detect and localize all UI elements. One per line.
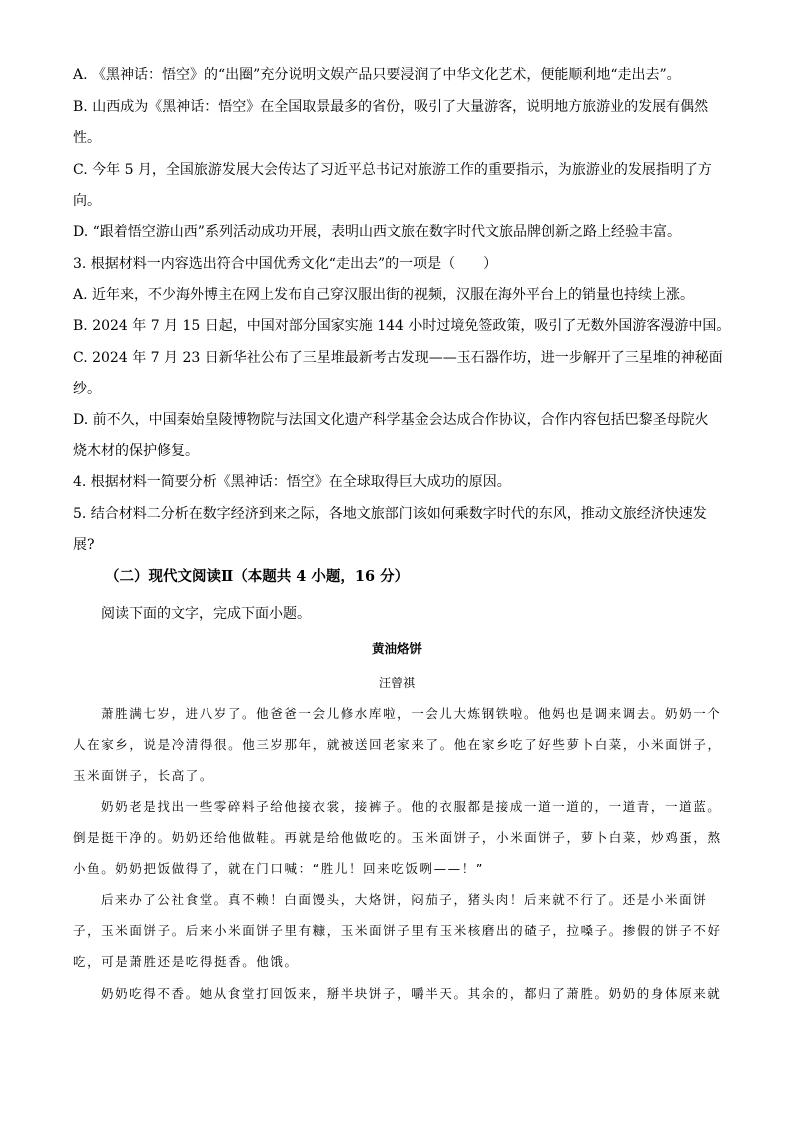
q2-option-b: B. 山西成为《黑神话：悟空》在全国取景最多的省份，吸引了大量游客，说明地方旅游业的发展有偶然 — [73, 99, 709, 115]
reading-instruction: 阅读下面的文字，完成下面小题。 — [101, 606, 311, 622]
story-paragraph-2-line-3: 小鱼。奶奶把饭做得了，就在门口喊：“胜儿！回来吃饭咧——！” — [73, 861, 484, 876]
q2-option-a: A. 《黑神话：悟空》的“出圈”充分说明文娱产品只要浸润了中华文化艺术，便能顺利地“走出去”。 — [73, 67, 681, 83]
q3-option-c-cont: 纱。 — [73, 381, 101, 397]
q2-option-b-cont: 性。 — [73, 130, 101, 146]
q5-stem: 5. 结合材料二分析在数字经济到来之际，各地文旅部门该如何乘数字时代的东风，推动文旅经济快速发 — [73, 506, 707, 522]
story-paragraph-3: 后来办了公社食堂。真不赖！白面馒头，大烙饼，闷茄子，猪头肉！后来就不行了。还是小米面饼 — [101, 892, 708, 907]
section-heading: （二）现代文阅读Ⅱ（本题共 4 小题，16 分） — [105, 568, 410, 585]
q3-option-a: A. 近年来，不少海外博主在网上发布自己穿汉服出街的视频，汉服在海外平台上的销量也持续上涨。 — [73, 287, 695, 303]
story-paragraph-3-line-2: 子，玉米面饼子。后来小米面饼子里有糠，玉米面饼子里有玉米核磨出的碴子，拉嗓子。掺假的饼子不好 — [73, 923, 722, 938]
q3-stem: 3. 根据材料一内容选出符合中国优秀文化“走出去”的一项是（ ） — [73, 256, 498, 272]
story-paragraph-4: 奶奶吃得不香。她从食堂打回饭来，掰半块饼子，嚼半天。其余的，都归了萧胜。奶奶的身体原来就 — [101, 986, 722, 1001]
story-title: 黄油烙饼 — [371, 641, 422, 656]
q2-option-c: C. 今年 5 月，全国旅游发展大会传达了习近平总书记对旅游工作的重要指示，为旅游业的发展指明了方 — [73, 162, 712, 178]
story-paragraph-1-line-3: 玉米面饼子，长高了。 — [73, 768, 215, 783]
story-paragraph-3-line-3: 吃，可是萧胜还是吃得挺香。他饿。 — [73, 954, 299, 969]
q5-stem-cont: 展? — [73, 537, 95, 553]
story-paragraph-2-line-2: 倒是挺干净的。奶奶还给他做鞋。再就是给他做吃的。玉米面饼子，小米面饼子，萝卜白菜，炒鸡蛋，熬 — [73, 830, 722, 845]
q3-option-d: D. 前不久，中国秦始皇陵博物院与法国文化遗产科学基金会达成合作协议，合作内容包括巴黎圣母院火 — [73, 412, 709, 428]
q3-option-b: B. 2024 年 7 月 15 日起，中国对部分国家实施 144 小时过境免签政策，吸引了无数外国游客漫游中国。 — [73, 318, 731, 334]
story-paragraph-1-line-2: 人在家乡，说是冷清得很。他三岁那年，就被送回老家来了。他在家乡吃了好些萝卜白菜，小米面饼子， — [73, 737, 722, 752]
q2-option-c-cont: 向。 — [73, 193, 101, 209]
q2-option-d: D. “跟着悟空游山西”系列活动成功开展，表明山西文旅在数字时代文旅品牌创新之路上经验丰富。 — [73, 224, 681, 240]
story-author: 汪曾祺 — [378, 676, 415, 690]
q3-option-c: C. 2024 年 7 月 23 日新华社公布了三星堆最新考古发现——玉石器作坊，进一步解开了三星堆的神秘面 — [73, 350, 723, 366]
story-paragraph-2: 奶奶老是找出一些零碎料子给他接衣裳，接裤子。他的衣服都是接成一道一道的，一道青，一道蓝。 — [101, 799, 722, 814]
q3-option-d-cont: 烧木材的保护修复。 — [73, 443, 199, 459]
story-paragraph-1: 萧胜满七岁，进八岁了。他爸爸一会儿修水库啦，一会儿大炼钢铁啦。他妈也是调来调去。奶奶一个 — [101, 706, 722, 721]
q4-stem: 4. 根据材料一简要分析《黑神话：悟空》在全球取得巨大成功的原因。 — [73, 474, 511, 490]
